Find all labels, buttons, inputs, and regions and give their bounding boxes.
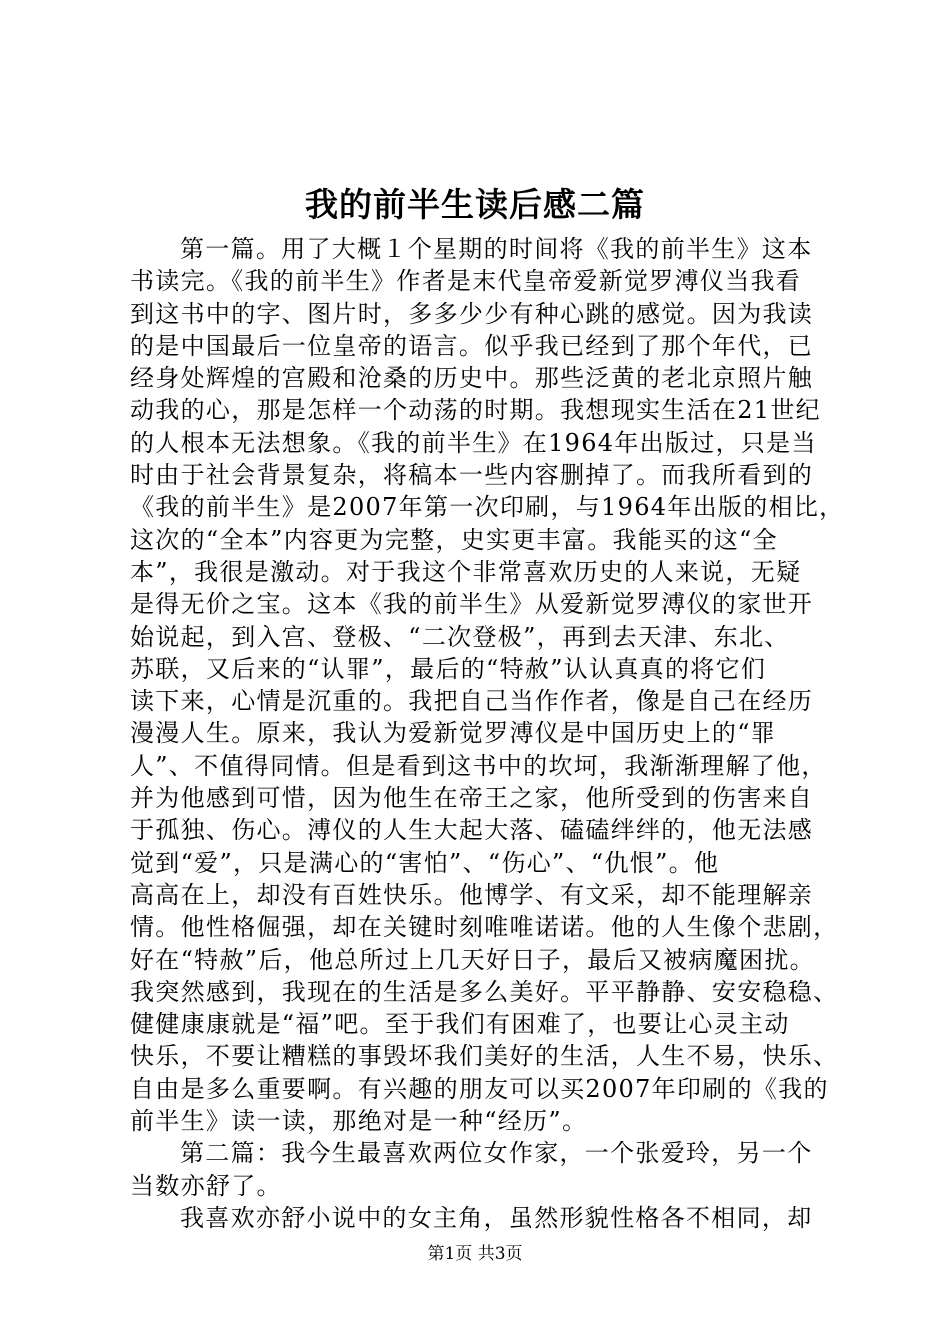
text-line: 时由于社会背景复杂，将稿本一些内容删掉了。而我所看到的	[130, 461, 814, 490]
text-line: 前半生》读一读，那绝对是一种“经历”。	[130, 1107, 588, 1136]
text-line: 是得无价之宝。这本《我的前半生》从爱新觉罗溥仪的家世开	[130, 590, 814, 619]
text-line: 《我的前半生》是2007年第一次印刷，与1964年出版的相比，	[130, 493, 845, 522]
text-line: 快乐，不要让糟糕的事毁坏我们美好的生活，人生不易，快乐、	[130, 1042, 839, 1071]
text-line: 读下来，心情是沉重的。我把自己当作作者，像是自己在经历	[130, 687, 814, 716]
text-line: 动我的心，那是怎样一个动荡的时期。我想现实生活在21世纪	[130, 396, 821, 425]
text-line: 经身处辉煌的宫殿和沧桑的历史中。那些泛黄的老北京照片触	[130, 364, 814, 393]
text-line: 书读完。《我的前半生》作者是末代皇帝爱新觉罗溥仪当我看	[130, 267, 802, 296]
text-line: 并为他感到可惜，因为他生在帝王之家，他所受到的伤害来自	[130, 784, 814, 813]
text-line: 的是中国最后一位皇帝的语言。似乎我已经到了那个年代，已	[130, 331, 814, 360]
text-line: 漫漫人生。原来，我认为爱新觉罗溥仪是中国历史上的“罪	[130, 719, 777, 748]
text-line: 觉到“爱”，只是满心的“害怕”、“伤心”、“仇恨”。他	[130, 848, 720, 877]
text-line: 健健康康就是“福”吧。至于我们有困难了，也要让心灵主动	[130, 1010, 790, 1039]
text-line: 的人根本无法想象。《我的前半生》在1964年出版过，只是当	[130, 428, 817, 457]
text-line: 第一篇。用了大概１个星期的时间将《我的前半生》这本	[180, 235, 813, 263]
text-line: 高高在上，却没有百姓快乐。他博学、有文采，却不能理解亲	[130, 880, 814, 909]
document-title: 我的前半生读后感二篇	[305, 185, 645, 224]
text-line: 我喜欢亦舒小说中的女主角，虽然形貌性格各不相同，却	[180, 1203, 813, 1232]
page-footer: 第1页 共3页	[427, 1244, 523, 1264]
document-body	[130, 233, 845, 1234]
text-line: 于孤独、伤心。溥仪的人生大起大落、磕磕绊绊的，他无法感	[130, 816, 814, 845]
text-line: 我突然感到，我现在的生活是多么美好。平平静静、安安稳稳、	[130, 977, 839, 1006]
text-line: 第二篇：我今生最喜欢两位女作家，一个张爱玲，另一个	[180, 1139, 813, 1168]
text-line: 情。他性格倔强，却在关键时刻唯唯诺诺。他的人生像个悲剧，	[130, 913, 839, 942]
text-line: 苏联，又后来的“认罪”，最后的“特赦”认认真真的将它们	[130, 654, 767, 683]
text-line: 到这书中的字、图片时，多多少少有种心跳的感觉。因为我读	[130, 299, 814, 328]
text-line: 当数亦舒了。	[130, 1171, 282, 1200]
text-line: 自由是多么重要啊。有兴趣的朋友可以买2007年印刷的《我的	[130, 1074, 829, 1103]
text-line: 这次的“全本”内容更为完整，史实更丰富。我能买的这“全	[130, 525, 778, 554]
text-line: 人”、不值得同情。但是看到这书中的坎坷，我渐渐理解了他，	[130, 751, 827, 780]
text-line: 始说起，到入宫、登极、“二次登极”，再到去天津、东北、	[130, 622, 790, 651]
text-line: 本”，我很是激动。对于我这个非常喜欢历史的人来说，无疑	[130, 557, 802, 586]
text-line: 好在“特赦”后，他总所过上几天好日子，最后又被病魔困扰。	[130, 945, 815, 974]
